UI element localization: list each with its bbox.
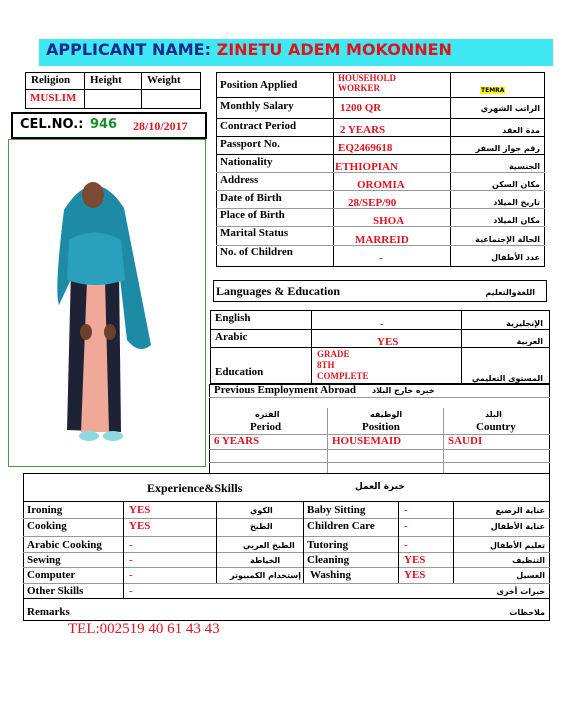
contract-period-arabic: مدة العقد (502, 126, 540, 135)
languages-title-arabic: اللغةوالتعليم (485, 288, 535, 297)
education-value-line2: 8TH (317, 360, 335, 370)
cooking-value: YES (129, 520, 151, 532)
arabic-cooking-value: - (129, 539, 133, 551)
washing-value: YES (404, 569, 426, 581)
computer-arabic: إستخدام الكمبيوتر (230, 571, 301, 580)
children-care-label: Children Care (307, 520, 375, 532)
sewing-arabic: الخياطة (250, 556, 281, 565)
monthly-salary-value: 1200 QR (340, 102, 382, 114)
children-arabic: عدد الأطفال (491, 253, 540, 262)
ironing-value: YES (129, 504, 151, 516)
pob-value: SHOA (373, 215, 405, 227)
employment-country-value: SAUDI (448, 435, 483, 447)
ironing-arabic: الكوي (250, 506, 273, 515)
marital-status-label: Marital Status (220, 227, 289, 239)
children-care-value: - (404, 520, 408, 532)
cel-number-row (20, 117, 117, 132)
languages-title: Languages & Education (216, 284, 341, 298)
education-value-line1: GRADE (317, 349, 350, 359)
remarks-arabic: ملاحظات (509, 608, 545, 617)
religion-value: MUSLIM (30, 92, 77, 104)
cooking-arabic: الطبخ (250, 522, 273, 531)
employment-period-value: 6 YEARS (214, 435, 260, 447)
employment-position-value: HOUSEMAID (332, 435, 402, 447)
skills-title-arabic: خبرة العمل (355, 482, 405, 492)
monthly-salary-label: Monthly Salary (220, 100, 294, 112)
contract-period-value: 2 YEARS (340, 124, 386, 136)
arabic-value: YES (377, 336, 399, 348)
baby-sitting-value: - (404, 504, 408, 516)
baby-sitting-label: Baby Sitting (307, 504, 366, 516)
cel-label: CEL.NO.: (20, 117, 84, 132)
cooking-label: Cooking (27, 520, 67, 532)
phone-number: TEL:002519 40 61 43 43 (68, 621, 220, 637)
position-header: Position (362, 421, 400, 433)
passport-label: Passport No. (220, 138, 280, 150)
address-value: OROMIA (357, 179, 405, 191)
washing-arabic: الغسيل (516, 571, 545, 580)
country-header: Country (476, 421, 516, 433)
dob-label: Date of Birth (220, 192, 282, 204)
pob-label: Place of Birth (220, 209, 285, 221)
arabic-arabic: العربية (516, 337, 543, 346)
nationality-label: Nationality (220, 156, 273, 168)
position-applied-tag: TEMRA (481, 87, 505, 94)
period-header: Period (250, 421, 282, 433)
children-label: No. of Children (220, 246, 293, 258)
cel-number: 946 (89, 117, 118, 132)
education-label: Education (215, 366, 264, 378)
sewing-value: - (129, 554, 133, 566)
height-label: Height (90, 74, 122, 86)
employment-title: Previous Employment Abroad (214, 384, 356, 396)
computer-label: Computer (27, 569, 76, 581)
nationality-value: ETHIOPIAN (335, 161, 398, 173)
dob-arabic: تاريخ الميلاد (493, 198, 540, 207)
baby-sitting-arabic: عناية الرضيع (495, 506, 545, 515)
washing-label: Washing (310, 569, 351, 581)
pob-arabic: مكان الميلاد (493, 216, 540, 225)
other-skills-label: Other Skills (27, 585, 84, 597)
arabic-label: Arabic (215, 331, 248, 343)
cleaning-value: YES (404, 554, 426, 566)
english-label: English (215, 312, 251, 324)
dob-value: 28/SEP/90 (348, 197, 397, 209)
religion-label: Religion (31, 74, 71, 86)
arabic-cooking-label: Arabic Cooking (27, 539, 102, 551)
education-arabic: المستوى التعليمي (471, 374, 543, 383)
arabic-cooking-arabic: الطبخ العربي (243, 541, 295, 550)
remarks-label: Remarks (27, 606, 70, 618)
computer-value: - (129, 569, 133, 581)
tutoring-label: Tutoring (307, 539, 349, 551)
ironing-label: Ironing (27, 504, 63, 516)
english-value: - (380, 318, 384, 330)
cleaning-label: Cleaning (307, 554, 350, 566)
cel-date: 28/10/2017 (133, 119, 188, 133)
period-header-arabic: الفتره (255, 410, 280, 419)
children-care-arabic: عناية الأطفال (490, 522, 545, 531)
address-arabic: مكان السكن (492, 180, 540, 189)
contract-period-label: Contract Period (220, 120, 297, 132)
tutoring-value: - (404, 539, 408, 551)
applicant-name-heading (46, 40, 452, 59)
sewing-label: Sewing (27, 554, 61, 566)
country-header-arabic: البلد (485, 410, 502, 419)
position-header-arabic: الوظيفه (370, 410, 403, 419)
education-value (317, 349, 369, 382)
weight-label: Weight (147, 74, 181, 86)
applicant-photo (8, 139, 206, 467)
position-applied-value: HOUSEHOLD WORKER (338, 73, 397, 93)
position-applied-label: Position Applied (220, 79, 298, 91)
person-silhouette-icon (9, 140, 205, 466)
passport-arabic: رقم جواز السفر (475, 144, 540, 153)
education-value-line3: COMPLETE (317, 371, 369, 381)
address-label: Address (220, 174, 259, 186)
marital-status-value: MARREID (355, 234, 409, 246)
employment-title-arabic: خبره خارج البلاد (372, 386, 435, 395)
english-arabic: الإنجليزية (506, 319, 543, 328)
cleaning-arabic: التنظيف (512, 556, 545, 565)
marital-status-arabic: الحالة الإجتماعية (475, 235, 540, 244)
tutoring-arabic: تعليم الأطفال (489, 541, 545, 550)
applicant-name-value: ZINETU ADEM MOKONNEN (216, 40, 452, 59)
nationality-arabic: الجنسية (508, 162, 540, 171)
skills-title: Experience&Skills (147, 481, 243, 495)
applicant-name-label: APPLICANT NAME: (46, 40, 212, 59)
children-value: - (379, 252, 383, 264)
passport-value: EQ2469618 (338, 142, 393, 154)
other-skills-value: - (129, 585, 133, 597)
other-skills-arabic: خبرات أخرى (496, 587, 545, 596)
monthly-salary-arabic: الراتب الشهري (480, 104, 540, 113)
